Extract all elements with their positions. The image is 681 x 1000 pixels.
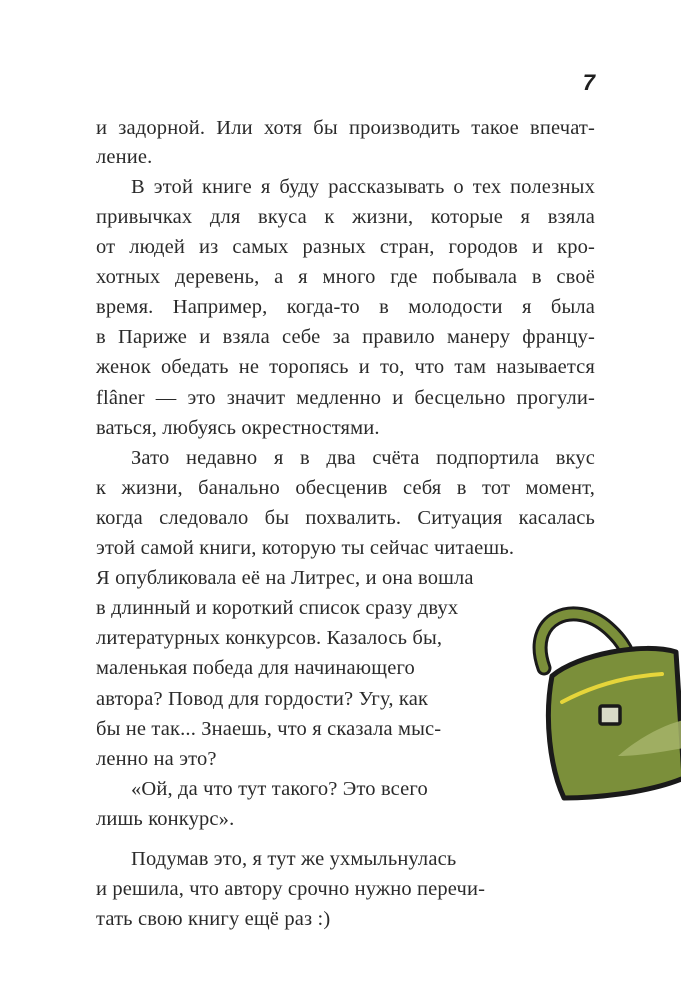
text-line: ваться, любуясь окрестностями. [96, 417, 380, 439]
text-line: ленно на это? [96, 748, 217, 770]
text-line: в длинный и короткий список сразу двух [96, 597, 459, 619]
text-line: привычках для вкуса к жизни, которые я взяла [96, 206, 595, 228]
text-line: когда следовало бы похвалить. Ситуация касалась [96, 507, 595, 529]
text-line: Подумав это, я тут же ухмыльнулась [131, 848, 457, 870]
text-line: время. Например, когда-то в молодости я была [96, 296, 595, 318]
green-handbag-icon [526, 598, 681, 808]
text-line: автора? Повод для гордости? Угу, как [96, 688, 429, 710]
text-line: к жизни, банально обесценив себя в тот момент, [96, 477, 595, 499]
text-line: лишь конкурс». [96, 808, 235, 830]
text-line: литературных конкурсов. Казалось бы, [96, 627, 443, 649]
page-number: 7 [582, 70, 595, 95]
text-line: этой самой книги, которую ты сейчас читаешь. [96, 537, 515, 559]
text-line: женок обедать не торопясь и то, что там называется [96, 356, 595, 378]
text-line: бы не так... Знаешь, что я сказала мыс- [96, 718, 442, 740]
text-line: ление. [96, 146, 153, 168]
text-line: В этой книге я буду рассказывать о тех полезных [131, 176, 595, 198]
text-line: маленькая победа для начинающего [96, 657, 415, 679]
text-line: и задорной. Или хотя бы производить такое впечат- [96, 117, 595, 139]
text-line: и решила, что автору срочно нужно перечи- [96, 878, 486, 900]
text-line: хотных деревень, а я много где побывала в своё [96, 266, 595, 288]
text-line: от людей из самых разных стран, городов и кро- [96, 236, 595, 258]
text-line: в Париже и взяла себе за правило манеру францу- [96, 326, 595, 348]
text-line: Зато недавно я в два счёта подпортила вкус [131, 447, 595, 469]
text-line: Я опубликовала её на Литрес, и она вошла [96, 567, 474, 589]
text-line: «Ой, да что тут такого? Это всего [131, 778, 428, 800]
text-line: flâner — это значит медленно и бесцельно прогули- [96, 387, 595, 409]
text-line: тать свою книгу ещё раз :) [96, 908, 331, 930]
